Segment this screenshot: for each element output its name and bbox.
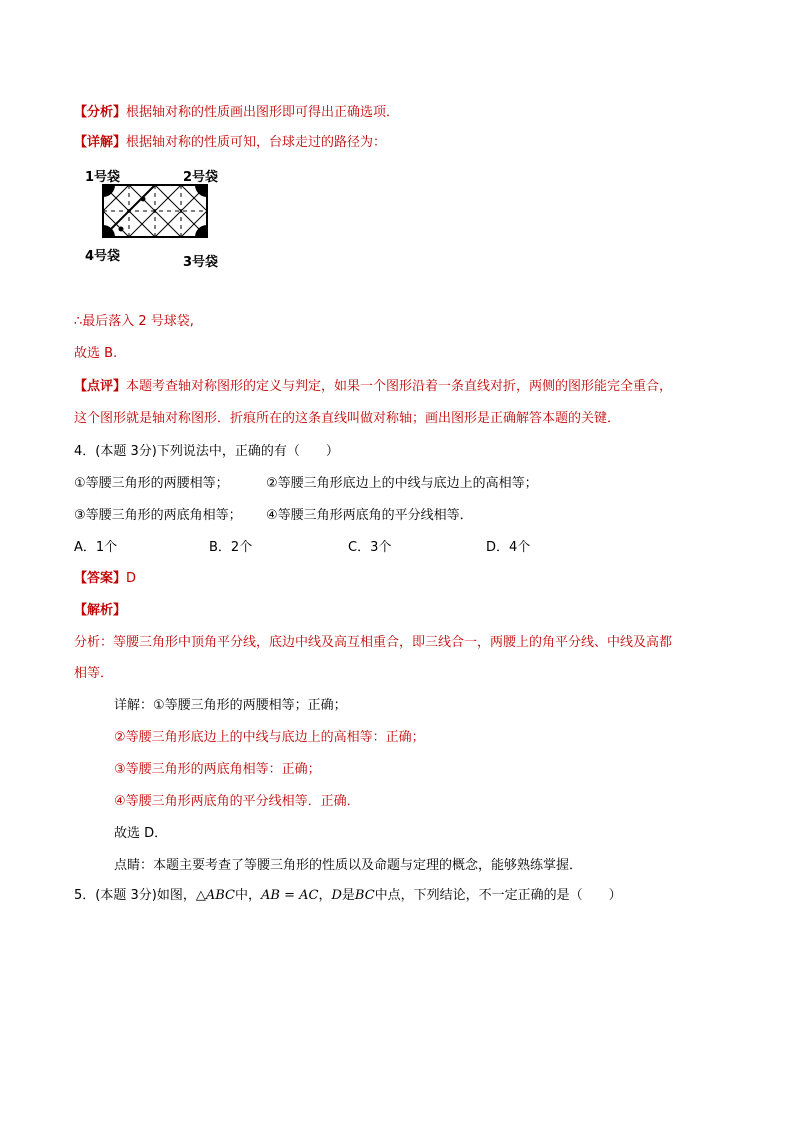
q5-ac: AC (299, 888, 319, 903)
q4-option-d: D．4个 (486, 540, 531, 555)
q4-detail-2: ②等腰三角形底边上的中线与底边上的高相等：正确； (114, 730, 425, 745)
pocket-label-2: 2号袋 (183, 170, 219, 185)
detail-text: 根据轴对称的性质可知，台球走过的路径为： (126, 135, 387, 150)
comment-tag: 【点评】 (74, 379, 127, 394)
q4-analysis-line-2: 相等． (74, 666, 114, 681)
detail-line (74, 134, 386, 152)
q4-option-a: A．1个 (74, 540, 118, 555)
q4-stem: 4．(本题 3分)下列说法中，正确的有（ ） (74, 444, 339, 459)
q4-analysis-line-1: 分析：等腰三角形中顶角平分线，底边中线及高互相重合，即三线合一，两腰上的角平分线、中线及高都 (74, 635, 673, 650)
q5-is: 是 (341, 888, 355, 903)
q4-jiexi-line (74, 602, 126, 620)
conclusion-2: 故选 B. (74, 346, 118, 361)
analysis-text: 根据轴对称的性质画出图形即可得出正确选项． (126, 105, 400, 120)
q4-statement-3: ③等腰三角形的两底角相等； (74, 508, 242, 523)
q4-detail-5: 故选 D． (114, 826, 168, 841)
q5-suffix: 中点，下列结论，不一定正确的是（ ） (374, 888, 622, 903)
analysis-tag: 【分析】 (74, 105, 127, 120)
q5-ab: AB (260, 888, 280, 903)
q5-stem (74, 887, 622, 905)
comment-line-2: 这个图形就是轴对称图形．折痕所在的这条直线叫做对称轴；画出图形是正确解答本题的关键． (74, 411, 621, 426)
q5-d: D (331, 888, 342, 903)
comment-line-1 (74, 378, 672, 396)
q4-answer: D (126, 571, 137, 586)
q4-statement-1: ①等腰三角形的两腰相等； (74, 476, 229, 491)
pocket-label-4: 4号袋 (85, 249, 121, 264)
ball-dot (119, 227, 124, 232)
q4-jiexi-tag: 【解析】 (74, 603, 127, 618)
pocket-label-3: 3号袋 (183, 255, 219, 270)
q5-abc: ABC (205, 888, 235, 903)
q4-detail-4: ④等腰三角形两底角的平分线相等．正确． (114, 794, 360, 809)
q4-detail-3: ③等腰三角形的两底角相等：正确； (114, 762, 321, 777)
q4-answer-tag: 【答案】 (74, 571, 127, 586)
detail-tag: 【详解】 (74, 135, 127, 150)
conclusion-1: ∴最后落入 2 号球袋, (74, 314, 194, 329)
q4-detail-1: 详解：①等腰三角形的两腰相等；正确； (114, 698, 347, 713)
pocket-label-1: 1号袋 (85, 170, 121, 185)
billiard-table-figure (83, 163, 235, 271)
q4-statement-2: ②等腰三角形底边上的中线与底边上的高相等； (266, 476, 538, 491)
q5-prefix: 5．(本题 3分)如图，△ (74, 888, 206, 903)
analysis-line (74, 104, 399, 122)
q4-option-c: C．3个 (348, 540, 392, 555)
q5-comma: ， (318, 888, 332, 903)
q4-dianjing: 点睛：本题主要考查了等腰三角形的性质以及命题与定理的概念，能够熟练掌握． (114, 858, 583, 873)
ball-dot (141, 197, 146, 202)
q4-statement-4: ④等腰三角形两底角的平分线相等． (266, 508, 473, 523)
q4-option-b: B．2个 (209, 540, 253, 555)
comment-text-1: 本题考查轴对称图形的定义与判定，如果一个图形沿着一条直线对折，两侧的图形能完全重合， (126, 379, 673, 394)
q5-eq: = (279, 888, 300, 903)
q5-bc: BC (354, 888, 375, 903)
q5-mid1: 中， (234, 888, 261, 903)
q4-answer-line (74, 570, 136, 588)
